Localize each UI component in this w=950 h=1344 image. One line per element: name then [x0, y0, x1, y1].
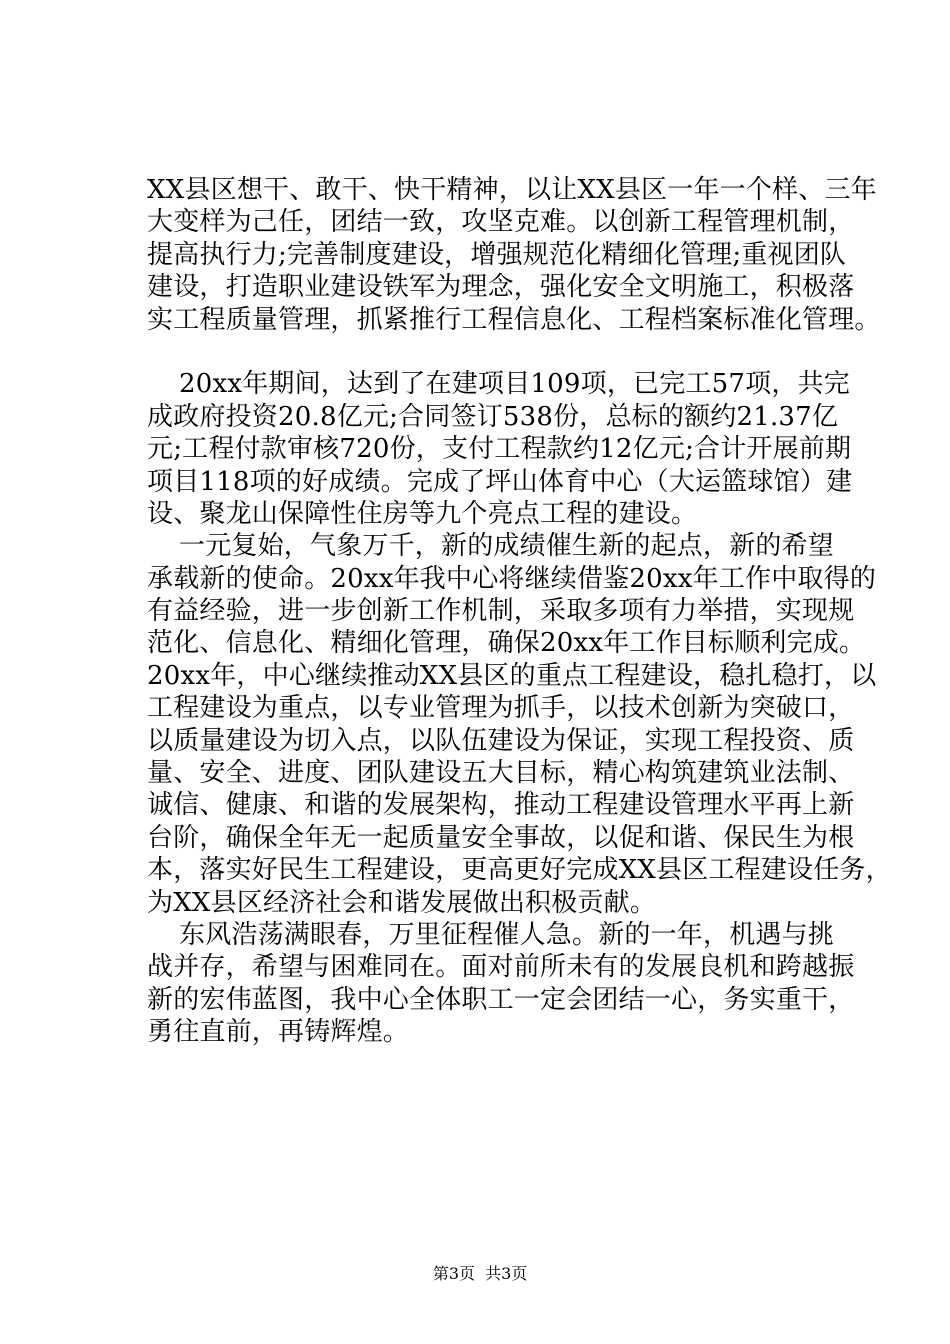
text-line: 勇往直前，再铸辉煌。: [147, 1017, 410, 1048]
text-line: 成政府投资20.8亿元;合同签订538份，总标的额约21.37亿: [147, 401, 839, 432]
text-line: 承载新的使命。20xx年我中心将继续借鉴20xx年工作中取得的: [147, 563, 877, 594]
text-line: 为XX县区经济社会和谐发展做出积极贡献。: [147, 887, 657, 918]
text-line: 有益经验，进一步创新工作机制，采取多项有力举措，实现规: [147, 596, 855, 627]
paragraph: [147, 919, 855, 1049]
paragraph: [147, 368, 853, 530]
paragraph: [147, 530, 892, 919]
paragraph-gap: [147, 336, 833, 368]
text-line: 设、聚龙山保障性住房等九个亮点工程的建设。: [147, 498, 698, 529]
page-footer: [0, 1244, 950, 1284]
text-line: 范化、信息化、精细化管理，确保20xx年工作目标顺利完成。: [147, 628, 866, 659]
text-line: 项目118项的好成绩。完成了坪山体育中心（大运篮球馆）建: [147, 466, 853, 497]
text-line: 提高执行力;完善制度建设，增强规范化精细化管理;重视团队: [147, 239, 847, 270]
text-line: 实工程质量管理，抓紧推行工程信息化、工程档案标准化管理。: [147, 304, 881, 335]
text-line: 新的宏伟蓝图，我中心全体职工一定会团结一心，务实重干，: [147, 984, 855, 1015]
document-body: [147, 174, 892, 1049]
page-number-label: 第3页 共3页: [432, 1264, 528, 1283]
text-line: XX县区想干、敢干、快干精神，以让XX县区一年一个样、三年: [147, 175, 877, 205]
text-line: 东风浩荡满眼春，万里征程催人急。新的一年，机遇与挑: [179, 919, 835, 950]
text-line: 20xx年，中心继续推动XX县区的重点工程建设，稳扎稳打，以: [147, 660, 877, 691]
text-line: 大变样为己任，团结一致，攻坚克难。以创新工程管理机制，: [147, 207, 855, 238]
text-line: 一元复始，气象万千，新的成绩催生新的起点，新的希望: [179, 531, 835, 562]
text-line: 战并存，希望与困难同在。面对前所未有的发展良机和跨越振: [147, 952, 855, 983]
text-line: 台阶，确保全年无一起质量安全事故，以促和谐、保民生为根: [147, 822, 855, 853]
text-line: 本，落实好民生工程建设，更高更好完成XX县区工程建设任务，: [147, 855, 892, 886]
text-line: 工程建设为重点，以专业管理为抓手，以技术创新为突破口，: [147, 693, 855, 724]
text-line: 以质量建设为切入点，以队伍建设为保证，实现工程投资、质: [147, 725, 855, 756]
text-line: 元;工程付款审核720份，支付工程款约12亿元;合计开展前期: [147, 434, 852, 465]
text-line: 20xx年期间，达到了在建项目109项，已完工57项，共完: [179, 369, 850, 400]
text-line: 量、安全、进度、团队建设五大目标，精心构筑建筑业法制、: [147, 758, 855, 789]
text-line: 诚信、健康、和谐的发展架构，推动工程建设管理水平再上新: [147, 790, 855, 821]
paragraph: [147, 174, 881, 336]
text-line: 建设，打造职业建设铁军为理念，强化安全文明施工，积极落: [147, 272, 855, 303]
